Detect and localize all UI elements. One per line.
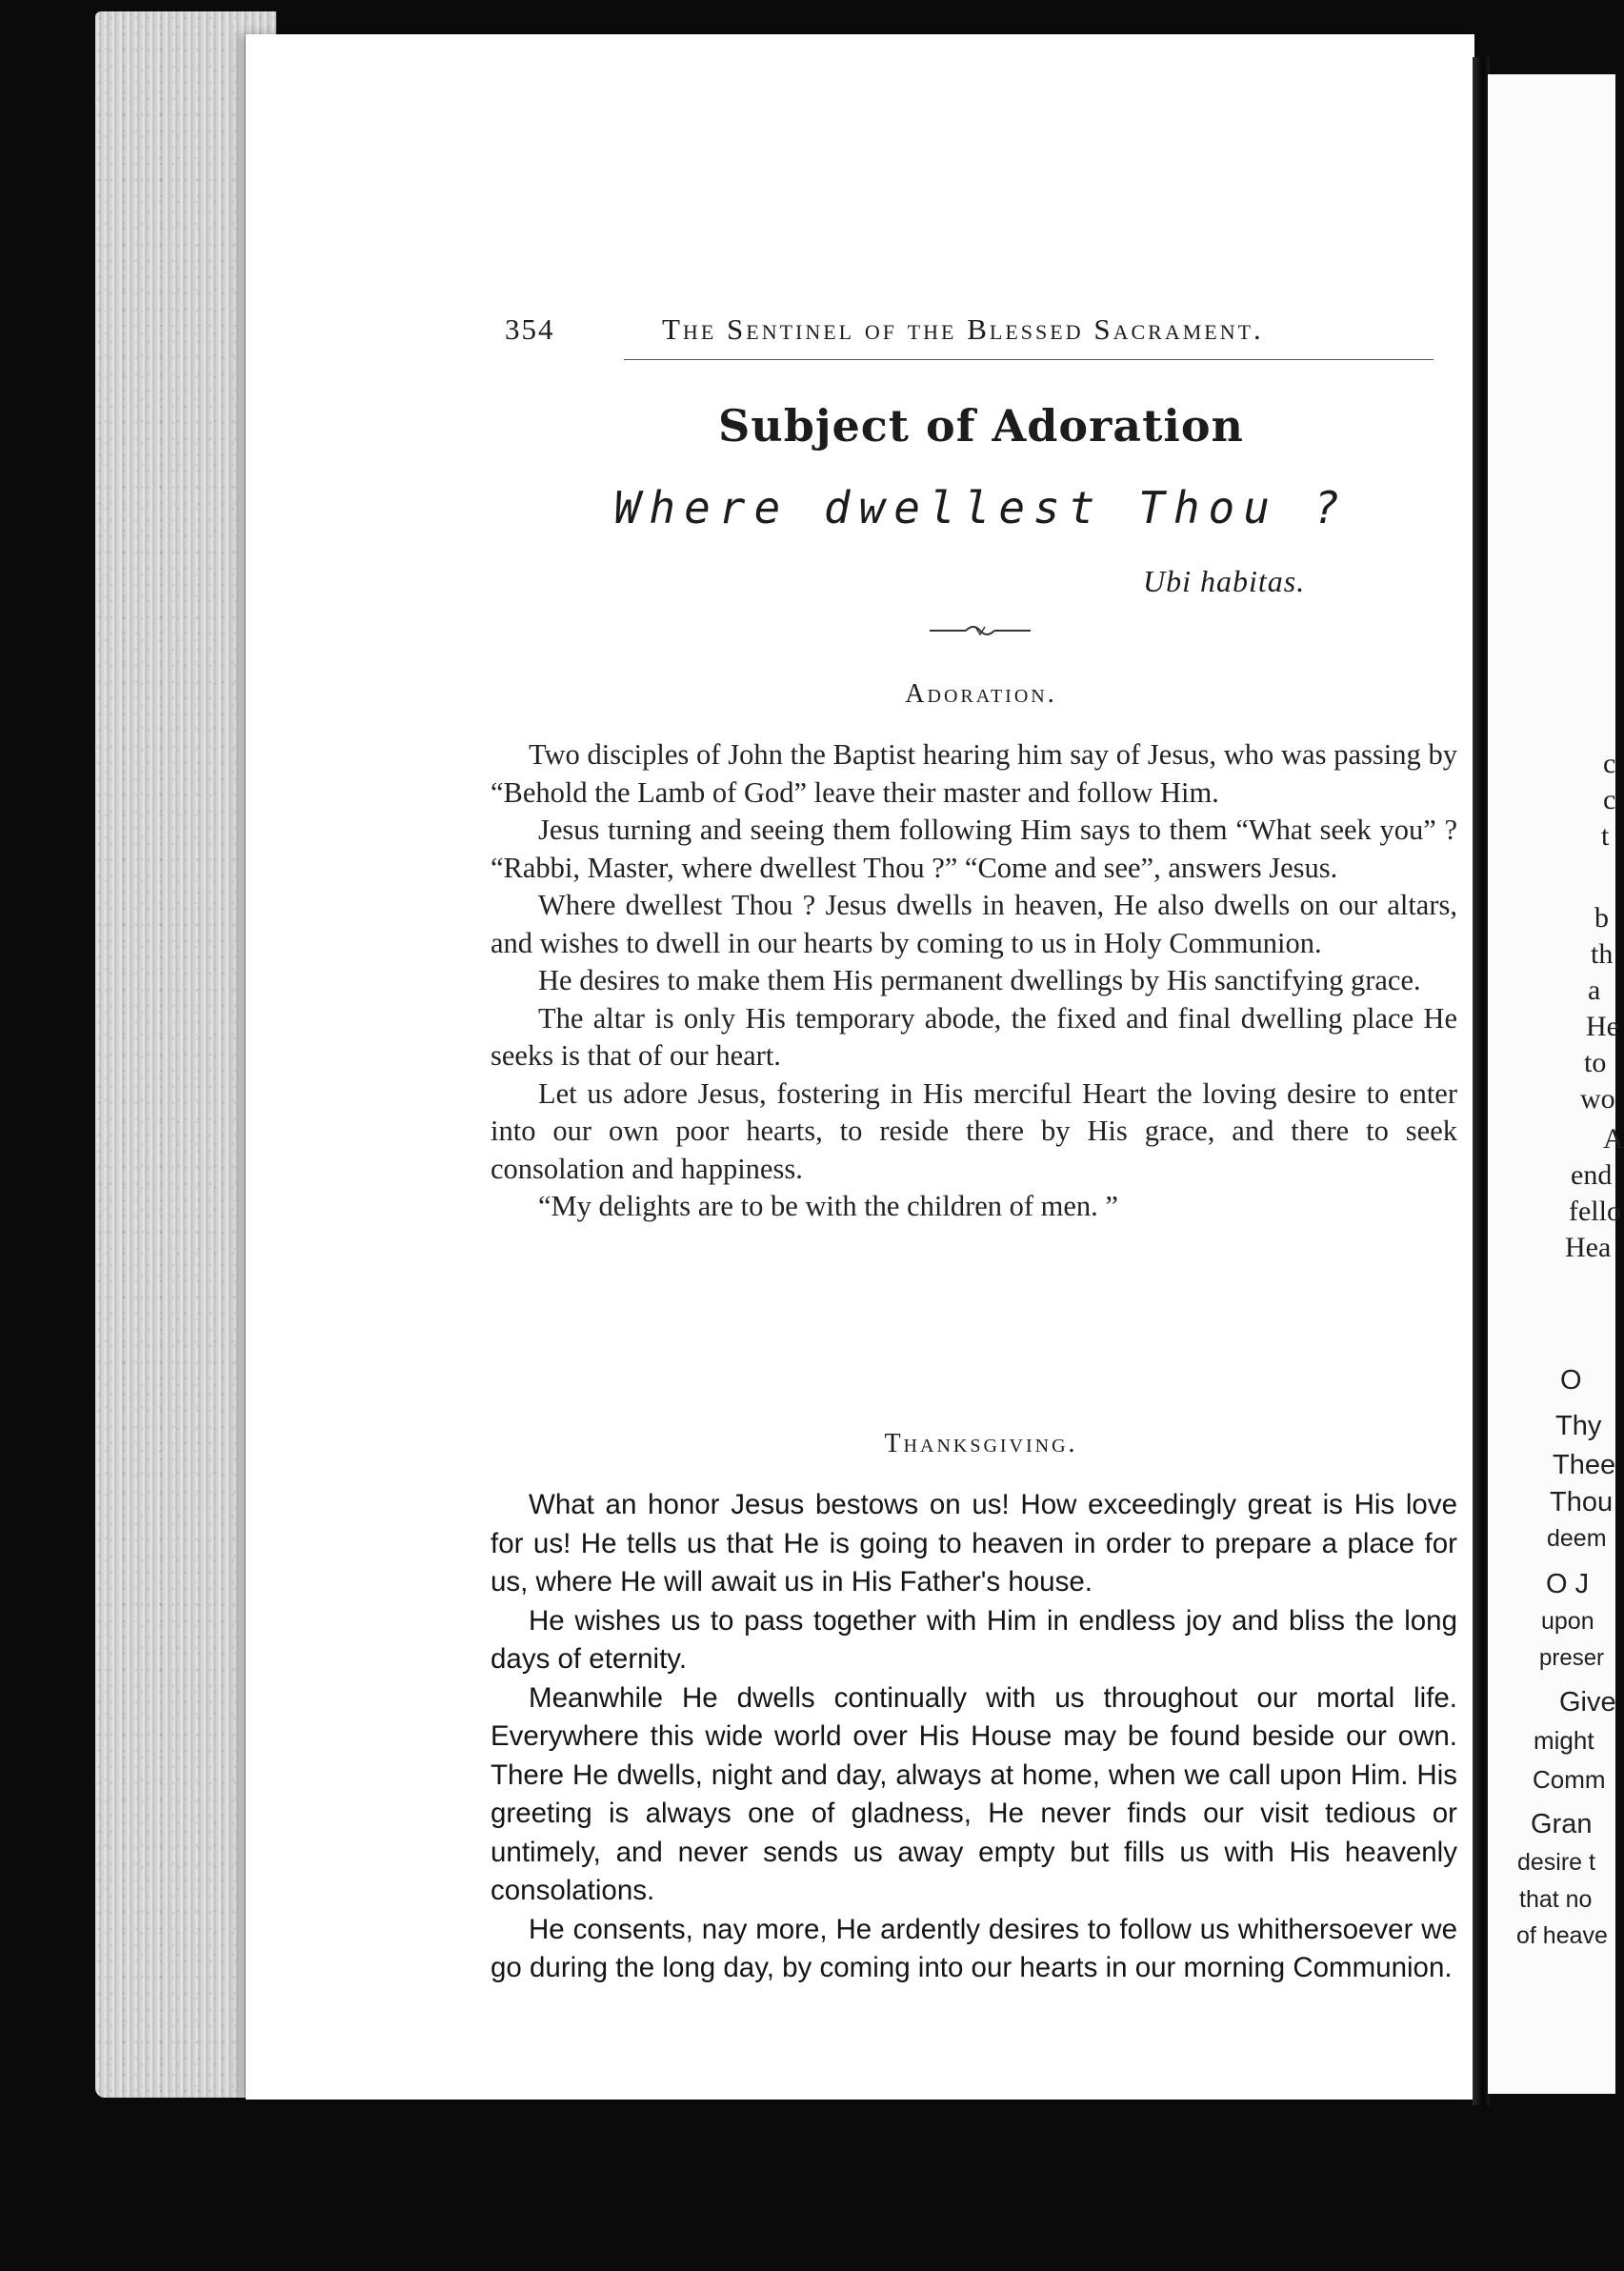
facing-fragment: Thou xyxy=(1550,1487,1614,1517)
paragraph: Two disciples of John the Baptist hearing him say of Jesus, who was passing by “Behold the Lamb of God” leave their master and follow Him. xyxy=(491,738,1457,809)
facing-fragment: a xyxy=(1588,975,1601,1006)
paragraph: What an honor Jesus bestows on us! How exceedingly great is His love for us! He tells us that He is going to heaven in order to prepare a place for us, where He will await us in His Father's house. xyxy=(491,1489,1457,1598)
paragraph: Jesus turning and seeing them following Him says to them “What seek you” ? “Rabbi, Master, where dwellest Thou ?” “Come and see”, answers Jesus. xyxy=(491,814,1457,884)
paragraph: He consents, nay more, He ardently desires to follow us whithersoever we go during the long day, by coming into our hearts in our morning Communion. xyxy=(491,1913,1457,1983)
article-title: Subject of Adoration xyxy=(718,400,1244,452)
paragraph: The altar is only His temporary abode, the fixed and final dwelling place He seeks is that of our heart. xyxy=(491,1001,1457,1072)
facing-fragment: Comm xyxy=(1533,1765,1606,1794)
facing-fragment: desire t xyxy=(1517,1849,1595,1876)
facing-fragment: Thee xyxy=(1553,1450,1616,1480)
facing-fragment: A xyxy=(1603,1123,1624,1155)
facing-fragment: of heave xyxy=(1516,1922,1608,1949)
facing-fragment: that no xyxy=(1519,1886,1593,1913)
paragraph: Let us adore Jesus, fostering in His merciful Heart the loving desire to enter into our own poor hearts, to reside there by His grace, and there to seek consolation and happiness. xyxy=(491,1076,1457,1185)
facing-fragment: might xyxy=(1534,1726,1594,1755)
facing-fragment: fello xyxy=(1569,1196,1621,1227)
running-title: The Sentinel of the Blessed Sacrament. xyxy=(662,312,1264,346)
paragraph: He desires to make them His permanent dwellings by His sanctifying grace. xyxy=(538,964,1421,996)
ornament-divider xyxy=(928,621,1033,640)
article-subtitle: Where dwellest Thou ? xyxy=(613,482,1349,533)
facing-fragment: c xyxy=(1603,748,1616,779)
facing-fragment: t xyxy=(1601,820,1610,852)
facing-fragment: c xyxy=(1603,784,1616,815)
header-rule xyxy=(624,359,1434,360)
facing-fragment: O J xyxy=(1546,1569,1590,1599)
facing-fragment: th xyxy=(1591,938,1614,970)
facing-fragment: end xyxy=(1571,1159,1613,1191)
facing-fragment: preser xyxy=(1539,1645,1605,1671)
facing-fragment: deem xyxy=(1547,1525,1607,1552)
epigraph: Ubi habitas. xyxy=(1143,564,1306,598)
section-heading-adoration: Adoration. xyxy=(905,679,1057,709)
page-number: 354 xyxy=(505,312,555,346)
facing-fragment: b xyxy=(1594,902,1609,934)
facing-fragment: to xyxy=(1584,1047,1607,1078)
facing-fragment: Thy xyxy=(1555,1411,1602,1441)
facing-fragment: He xyxy=(1586,1011,1619,1042)
facing-fragment: upon xyxy=(1541,1608,1594,1635)
facing-fragment: wo xyxy=(1580,1083,1615,1115)
paragraph: Where dwellest Thou ? Jesus dwells in heaven, He also dwells on our altars, and wishes to dwell in our hearts by coming to us in Holy Communion. xyxy=(491,889,1457,959)
facing-fragment: Give xyxy=(1559,1687,1616,1718)
paragraph: “My delights are to be with the children of men. ” xyxy=(538,1190,1118,1222)
paragraph: Meanwhile He dwells continually with us throughout our mortal life. Everywhere this wide world over His House may be found beside our own. There He dwells, night and day, always at home, when we call upon Him. His greeting is always one of gladness, He never finds our visit tedious or untimely, and never sends us away empty but fills us with His heavenly consolations. xyxy=(491,1681,1457,1906)
facing-fragment: Gran xyxy=(1531,1809,1593,1839)
paragraph: He wishes us to pass together with Him in endless joy and bliss the long days of eternity. xyxy=(491,1604,1457,1675)
facing-fragment: Hea xyxy=(1565,1232,1612,1263)
facing-fragment: O xyxy=(1560,1365,1582,1396)
section-heading-thanksgiving: Thanksgiving. xyxy=(884,1429,1078,1458)
running-header xyxy=(505,312,1457,358)
adoration-text xyxy=(491,736,1457,1226)
thanksgiving-text xyxy=(491,1486,1457,1988)
